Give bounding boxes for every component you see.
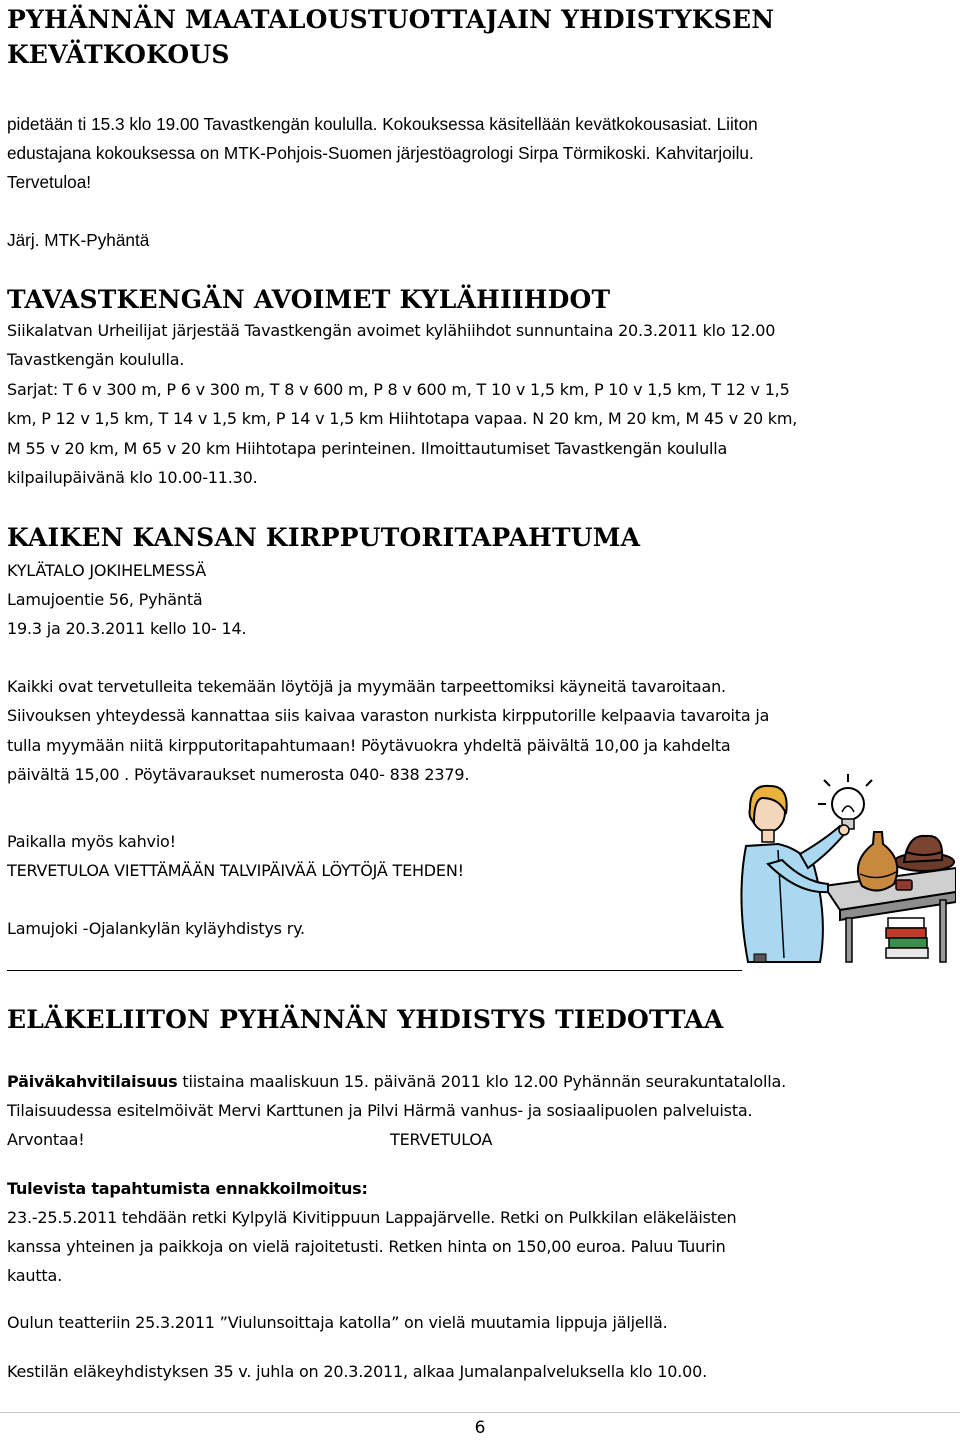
section3-venue-line-2: Lamujoentie 56, Pyhäntä — [7, 590, 203, 609]
section4-line-3-left: Arvontaa! — [7, 1130, 85, 1149]
section4-jubilee-line: Kestilän eläkeyhdistyksen 35 v. juhla on 20.3.2011, alkaa Jumalanpalveluksella klo 10.00. — [7, 1362, 707, 1381]
section2-line-5: M 55 v 20 km, M 65 v 20 km Hiihtotapa perinteinen. Ilmoittautumiset Tavastkengän koululla — [7, 439, 728, 458]
section4-line-1-bold: Päiväkahvitilaisuus — [7, 1072, 178, 1091]
section3-venue-line-1: KYLÄTALO JOKIHELMESSÄ — [7, 561, 207, 580]
section-divider — [7, 970, 742, 971]
section4-trip-line-1: 23.-25.5.2011 tehdään retki Kylpylä Kivitippuun Lappajärvelle. Retki on Pulkkilan eläkeläisten — [7, 1208, 737, 1227]
section4-line-1-rest: tiistaina maaliskuun 15. päivänä 2011 klo 12.00 Pyhännän seurakuntatalolla. — [177, 1072, 786, 1091]
section4-theatre-line: Oulun teatteriin 25.3.2011 ”Viulunsoittaja katolla” on vielä muutamia lippuja jäljellä. — [7, 1313, 668, 1332]
section4-line-3-right: TERVETULOA — [390, 1130, 493, 1149]
section3-body-line-3: tulla myymään niitä kirpputoritapahtumaan! Pöytävuokra yhdeltä päivältä 10,00 ja kahdelta — [7, 736, 731, 755]
section2-heading: TAVASTKENGÄN AVOIMET KYLÄHIIHDOT — [7, 285, 611, 314]
section3-body-line-1: Kaikki ovat tervetulleita tekemään löytöjä ja myymään tarpeettomiksi käyneitä tavaroitaan. — [7, 677, 726, 696]
section1-line-1: pidetään ti 15.3 klo 19.00 Tavastkengän koululla. Kokouksessa käsitellään kevätkokousasiat. Liiton — [7, 114, 758, 134]
section2-line-1: Siikalatvan Urheilijat järjestää Tavastkengän avoimet kylähiihdot sunnuntaina 20.3.2011 klo 12.00 — [7, 321, 776, 340]
section3-closing-line-2: TERVETULOA VIETTÄMÄÄN TALVIPÄIVÄÄ LÖYTÖJÄ TEHDEN! — [7, 861, 464, 880]
section3-heading: KAIKEN KANSAN KIRPPUTORITAPAHTUMA — [7, 523, 641, 552]
section3-closing-line-1: Paikalla myös kahvio! — [7, 832, 176, 851]
section4-upcoming-heading: Tulevista tapahtumista ennakkoilmoitus: — [7, 1179, 368, 1198]
section1-line-3: Tervetuloa! — [7, 172, 92, 192]
section3-venue-line-3: 19.3 ja 20.3.2011 kello 10- 14. — [7, 619, 247, 638]
section3-signature: Lamujoki -Ojalankylän kyläyhdistys ry. — [7, 919, 305, 938]
section1-heading-line2: KEVÄTKOKOUS — [7, 40, 230, 69]
section4-line-2: Tilaisuudessa esitelmöivät Mervi Karttunen ja Pilvi Härmä vanhus- ja sosiaalipuolen palveluista. — [7, 1101, 753, 1120]
woman-with-lightbulb-and-flea-market-table-icon — [728, 768, 956, 964]
section4-trip-line-3: kautta. — [7, 1266, 62, 1285]
section1-line-2: edustajana kokouksessa on MTK-Pohjois-Suomen järjestöagrologi Sirpa Törmikoski. Kahvitarjoilu. — [7, 143, 754, 163]
section4-heading: ELÄKELIITON PYHÄNNÄN YHDISTYS TIEDOTTAA — [7, 1005, 724, 1034]
section4-line-1 — [7, 1067, 786, 1097]
section1-heading-line1: PYHÄNNÄN MAATALOUSTUOTTAJAIN YHDISTYKSEN — [7, 5, 775, 34]
section2-line-2: Tavastkengän koululla. — [7, 350, 185, 369]
section3-body-line-2: Siivouksen yhteydessä kannattaa siis kaivaa varaston nurkista kirpputorille kelpaavia tavaroita ja — [7, 706, 770, 725]
section3-body-line-4: päivältä 15,00 . Pöytävaraukset numerosta 040- 838 2379. — [7, 765, 470, 784]
section4-trip-line-2: kanssa yhteinen ja paikkoja on vielä rajoitetusti. Retken hinta on 150,00 euroa. Paluu Tuurin — [7, 1237, 726, 1256]
page-bottom-rule — [0, 1412, 960, 1413]
section2-line-4: km, P 12 v 1,5 km, T 14 v 1,5 km, P 14 v 1,5 km Hiihtotapa vapaa. N 20 km, M 20 km, M 45 v 20 km, — [7, 409, 798, 428]
page-number: 6 — [474, 1418, 486, 1438]
section2-line-6: kilpailupäivänä klo 10.00-11.30. — [7, 468, 258, 487]
section1-organizer: Järj. MTK-Pyhäntä — [7, 230, 150, 250]
section2-line-3: Sarjat: T 6 v 300 m, P 6 v 300 m, T 8 v 600 m, P 8 v 600 m, T 10 v 1,5 km, P 10 v 1,5 km, T 12 v 1,5 — [7, 380, 790, 399]
